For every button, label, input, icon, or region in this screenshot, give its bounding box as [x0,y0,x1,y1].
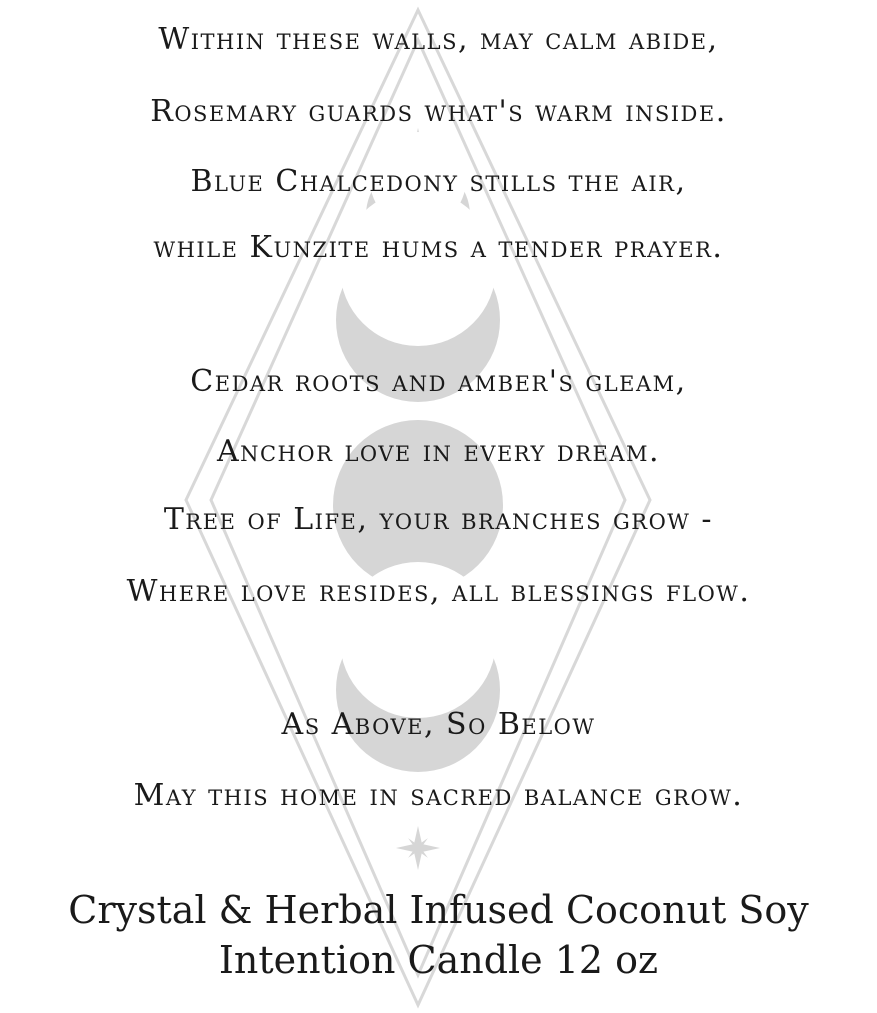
product-title: Crystal & Herbal Infused Coconut Soy [68,888,809,932]
poem-line: As Above, So Below [281,707,596,742]
poem-line: Cedar roots and amber's gleam, [190,364,687,399]
product-subtitle: Intention Candle 12 oz [218,938,659,982]
poem-line: while Kunzite hums a tender prayer. [153,230,724,265]
star-icon [396,826,440,870]
poem-line: Rosemary guards what's warm inside. [150,94,727,129]
poem-line: Within these walls, may calm abide, [158,22,719,57]
poem-line: Where love resides, all blessings flow. [126,574,751,609]
poem-line: Blue Chalcedony stills the air, [190,164,687,199]
poem-line: Tree of Life, your branches grow - [163,502,714,537]
poem-line: Anchor love in every dream. [216,434,661,469]
poem-line: May this home in sacred balance grow. [133,778,744,813]
